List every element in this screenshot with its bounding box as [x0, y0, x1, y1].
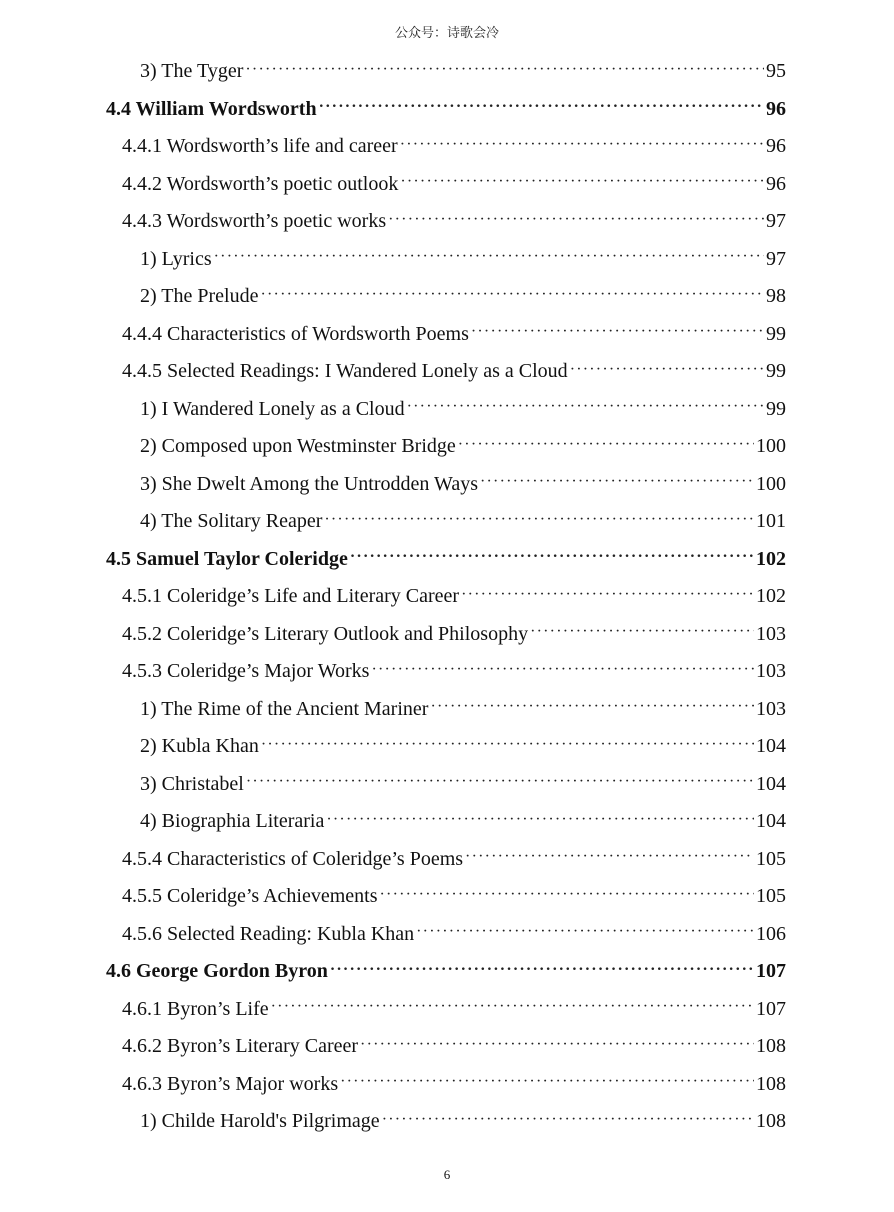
page-number: 6 — [443, 1167, 451, 1182]
toc-entry-page: 108 — [756, 1072, 786, 1095]
dot-leader — [570, 361, 764, 383]
toc-entry-page: 102 — [756, 585, 786, 608]
toc-entry-page: 96 — [766, 135, 786, 158]
toc-entry-label: 4.5 Samuel Taylor Coleridge — [106, 547, 348, 570]
toc-entry[interactable] — [0, 278, 894, 316]
toc-entry-label: 1) I Wandered Lonely as a Cloud — [140, 397, 405, 420]
toc-entry[interactable] — [0, 991, 894, 1029]
toc-entry-label: 4.5.2 Coleridge’s Literary Outlook and Philosophy — [122, 622, 529, 645]
toc-entry-page: 100 — [756, 435, 786, 458]
toc-entry-label: 2) Composed upon Westminster Bridge — [140, 435, 456, 458]
toc-entry-page: 105 — [756, 847, 786, 870]
toc-entry[interactable] — [0, 1103, 894, 1141]
toc-entry[interactable] — [0, 241, 894, 279]
toc-entry[interactable] — [0, 578, 894, 616]
toc-entry[interactable] — [0, 803, 894, 841]
dot-leader — [382, 1111, 754, 1133]
toc-entry-label: 4.5.4 Characteristics of Coleridge’s Poems — [122, 847, 464, 870]
dot-leader — [214, 248, 764, 270]
dot-leader — [350, 548, 754, 570]
toc-entry[interactable] — [0, 428, 894, 466]
dot-leader — [330, 961, 754, 983]
toc-entry-label: 4.4.4 Characteristics of Wordsworth Poems — [122, 322, 469, 345]
toc-entry[interactable] — [0, 203, 894, 241]
toc-entry-page: 99 — [766, 322, 786, 345]
toc-entry-label: 4.5.1 Coleridge’s Life and Literary Career — [122, 585, 460, 608]
toc-entry-page: 104 — [756, 772, 786, 795]
toc-entry[interactable] — [0, 691, 894, 729]
toc-entry[interactable] — [0, 916, 894, 954]
toc-entry-label: 4.5.5 Coleridge’s Achievements — [122, 885, 378, 908]
dot-leader — [465, 848, 754, 870]
toc-entry[interactable] — [0, 728, 894, 766]
toc-entry-page: 108 — [756, 1035, 786, 1058]
toc-entry-label: 4.6 George Gordon Byron — [106, 960, 328, 983]
toc-entry[interactable] — [0, 841, 894, 879]
dot-leader — [319, 98, 764, 120]
dot-leader — [324, 511, 754, 533]
toc-entry-page: 106 — [756, 922, 786, 945]
toc-entry-label: 4) Biographia Literaria — [140, 810, 325, 833]
dot-leader — [430, 698, 754, 720]
page-header: 公众号：诗歌会冷 — [394, 26, 499, 41]
toc-entry-page: 103 — [756, 697, 786, 720]
dot-leader — [261, 286, 765, 308]
dot-leader — [380, 886, 754, 908]
dot-leader — [360, 1036, 754, 1058]
toc-entry-page: 98 — [766, 285, 786, 308]
toc-entry-label: 4.5.3 Coleridge’s Major Works — [122, 660, 370, 683]
toc-section[interactable] — [0, 91, 894, 129]
toc-entry[interactable] — [0, 128, 894, 166]
toc-entry[interactable] — [0, 353, 894, 391]
toc-section[interactable] — [0, 541, 894, 579]
toc-entry-label: 4) The Solitary Reaper — [140, 510, 323, 533]
toc-entry-page: 99 — [766, 397, 786, 420]
toc-entry[interactable] — [0, 391, 894, 429]
toc-entry-label: 4.4.5 Selected Readings: I Wandered Lonely as a Cloud — [122, 360, 568, 383]
dot-leader — [416, 923, 754, 945]
toc-entry[interactable] — [0, 1028, 894, 1066]
dot-leader — [480, 473, 754, 495]
toc-entry-page: 97 — [766, 210, 786, 233]
toc-entry-page: 102 — [756, 547, 786, 570]
toc-entry-page: 95 — [766, 60, 786, 83]
toc-entry[interactable] — [0, 878, 894, 916]
dot-leader — [246, 773, 754, 795]
dot-leader — [471, 323, 764, 345]
toc-entry[interactable] — [0, 316, 894, 354]
toc-entry-page: 99 — [766, 360, 786, 383]
dot-leader — [530, 623, 754, 645]
dot-leader — [245, 61, 764, 83]
toc-entry-page: 103 — [756, 622, 786, 645]
toc-section[interactable] — [0, 953, 894, 991]
dot-leader — [326, 811, 754, 833]
dot-leader — [407, 398, 764, 420]
dot-leader — [271, 998, 754, 1020]
toc-entry-page: 96 — [766, 97, 786, 120]
toc-entry-label: 3) The Tyger — [140, 60, 244, 83]
toc-entry[interactable] — [0, 53, 894, 91]
toc-entry-page: 107 — [756, 960, 786, 983]
toc-entry-page: 107 — [756, 997, 786, 1020]
toc-entry-page: 103 — [756, 660, 786, 683]
dot-leader — [340, 1073, 754, 1095]
toc-entry[interactable] — [0, 166, 894, 204]
toc-entry-page: 108 — [756, 1110, 786, 1133]
toc-entry[interactable] — [0, 616, 894, 654]
toc-entry-label: 2) Kubla Khan — [140, 735, 259, 758]
dot-leader — [261, 736, 754, 758]
toc-entry-page: 97 — [766, 247, 786, 270]
toc-entry-label: 4.4 William Wordsworth — [106, 97, 317, 120]
toc-entry-label: 2) The Prelude — [140, 285, 259, 308]
toc-entry[interactable] — [0, 766, 894, 804]
toc-entry-page: 105 — [756, 885, 786, 908]
toc-entry[interactable] — [0, 466, 894, 504]
dot-leader — [371, 661, 754, 683]
toc-entry[interactable] — [0, 503, 894, 541]
dot-leader — [461, 586, 754, 608]
toc-entry-label: 1) Lyrics — [140, 247, 212, 270]
toc-entry[interactable] — [0, 1066, 894, 1104]
toc-entry-page: 101 — [756, 510, 786, 533]
dot-leader — [388, 211, 764, 233]
toc-entry-label: 3) Christabel — [140, 772, 244, 795]
toc-entry-page: 104 — [756, 735, 786, 758]
toc-entry-label: 4.4.3 Wordsworth’s poetic works — [122, 210, 387, 233]
table-of-contents — [0, 53, 894, 1141]
toc-entry-page: 96 — [766, 172, 786, 195]
toc-entry-label: 4.6.1 Byron’s Life — [122, 997, 269, 1020]
dot-leader — [458, 436, 754, 458]
toc-entry-label: 3) She Dwelt Among the Untrodden Ways — [140, 472, 478, 495]
toc-entry-label: 4.6.2 Byron’s Literary Career — [122, 1035, 359, 1058]
toc-entry[interactable] — [0, 653, 894, 691]
toc-entry-label: 4.5.6 Selected Reading: Kubla Khan — [122, 922, 415, 945]
toc-entry-label: 1) The Rime of the Ancient Mariner — [140, 697, 429, 720]
toc-entry-label: 4.4.1 Wordsworth’s life and career — [122, 135, 398, 158]
toc-entry-label: 4.6.3 Byron’s Major works — [122, 1072, 339, 1095]
dot-leader — [400, 173, 764, 195]
toc-entry-label: 1) Childe Harold's Pilgrimage — [140, 1110, 380, 1133]
toc-entry-label: 4.4.2 Wordsworth’s poetic outlook — [122, 172, 399, 195]
toc-entry-page: 104 — [756, 810, 786, 833]
toc-entry-page: 100 — [756, 472, 786, 495]
dot-leader — [400, 136, 764, 158]
